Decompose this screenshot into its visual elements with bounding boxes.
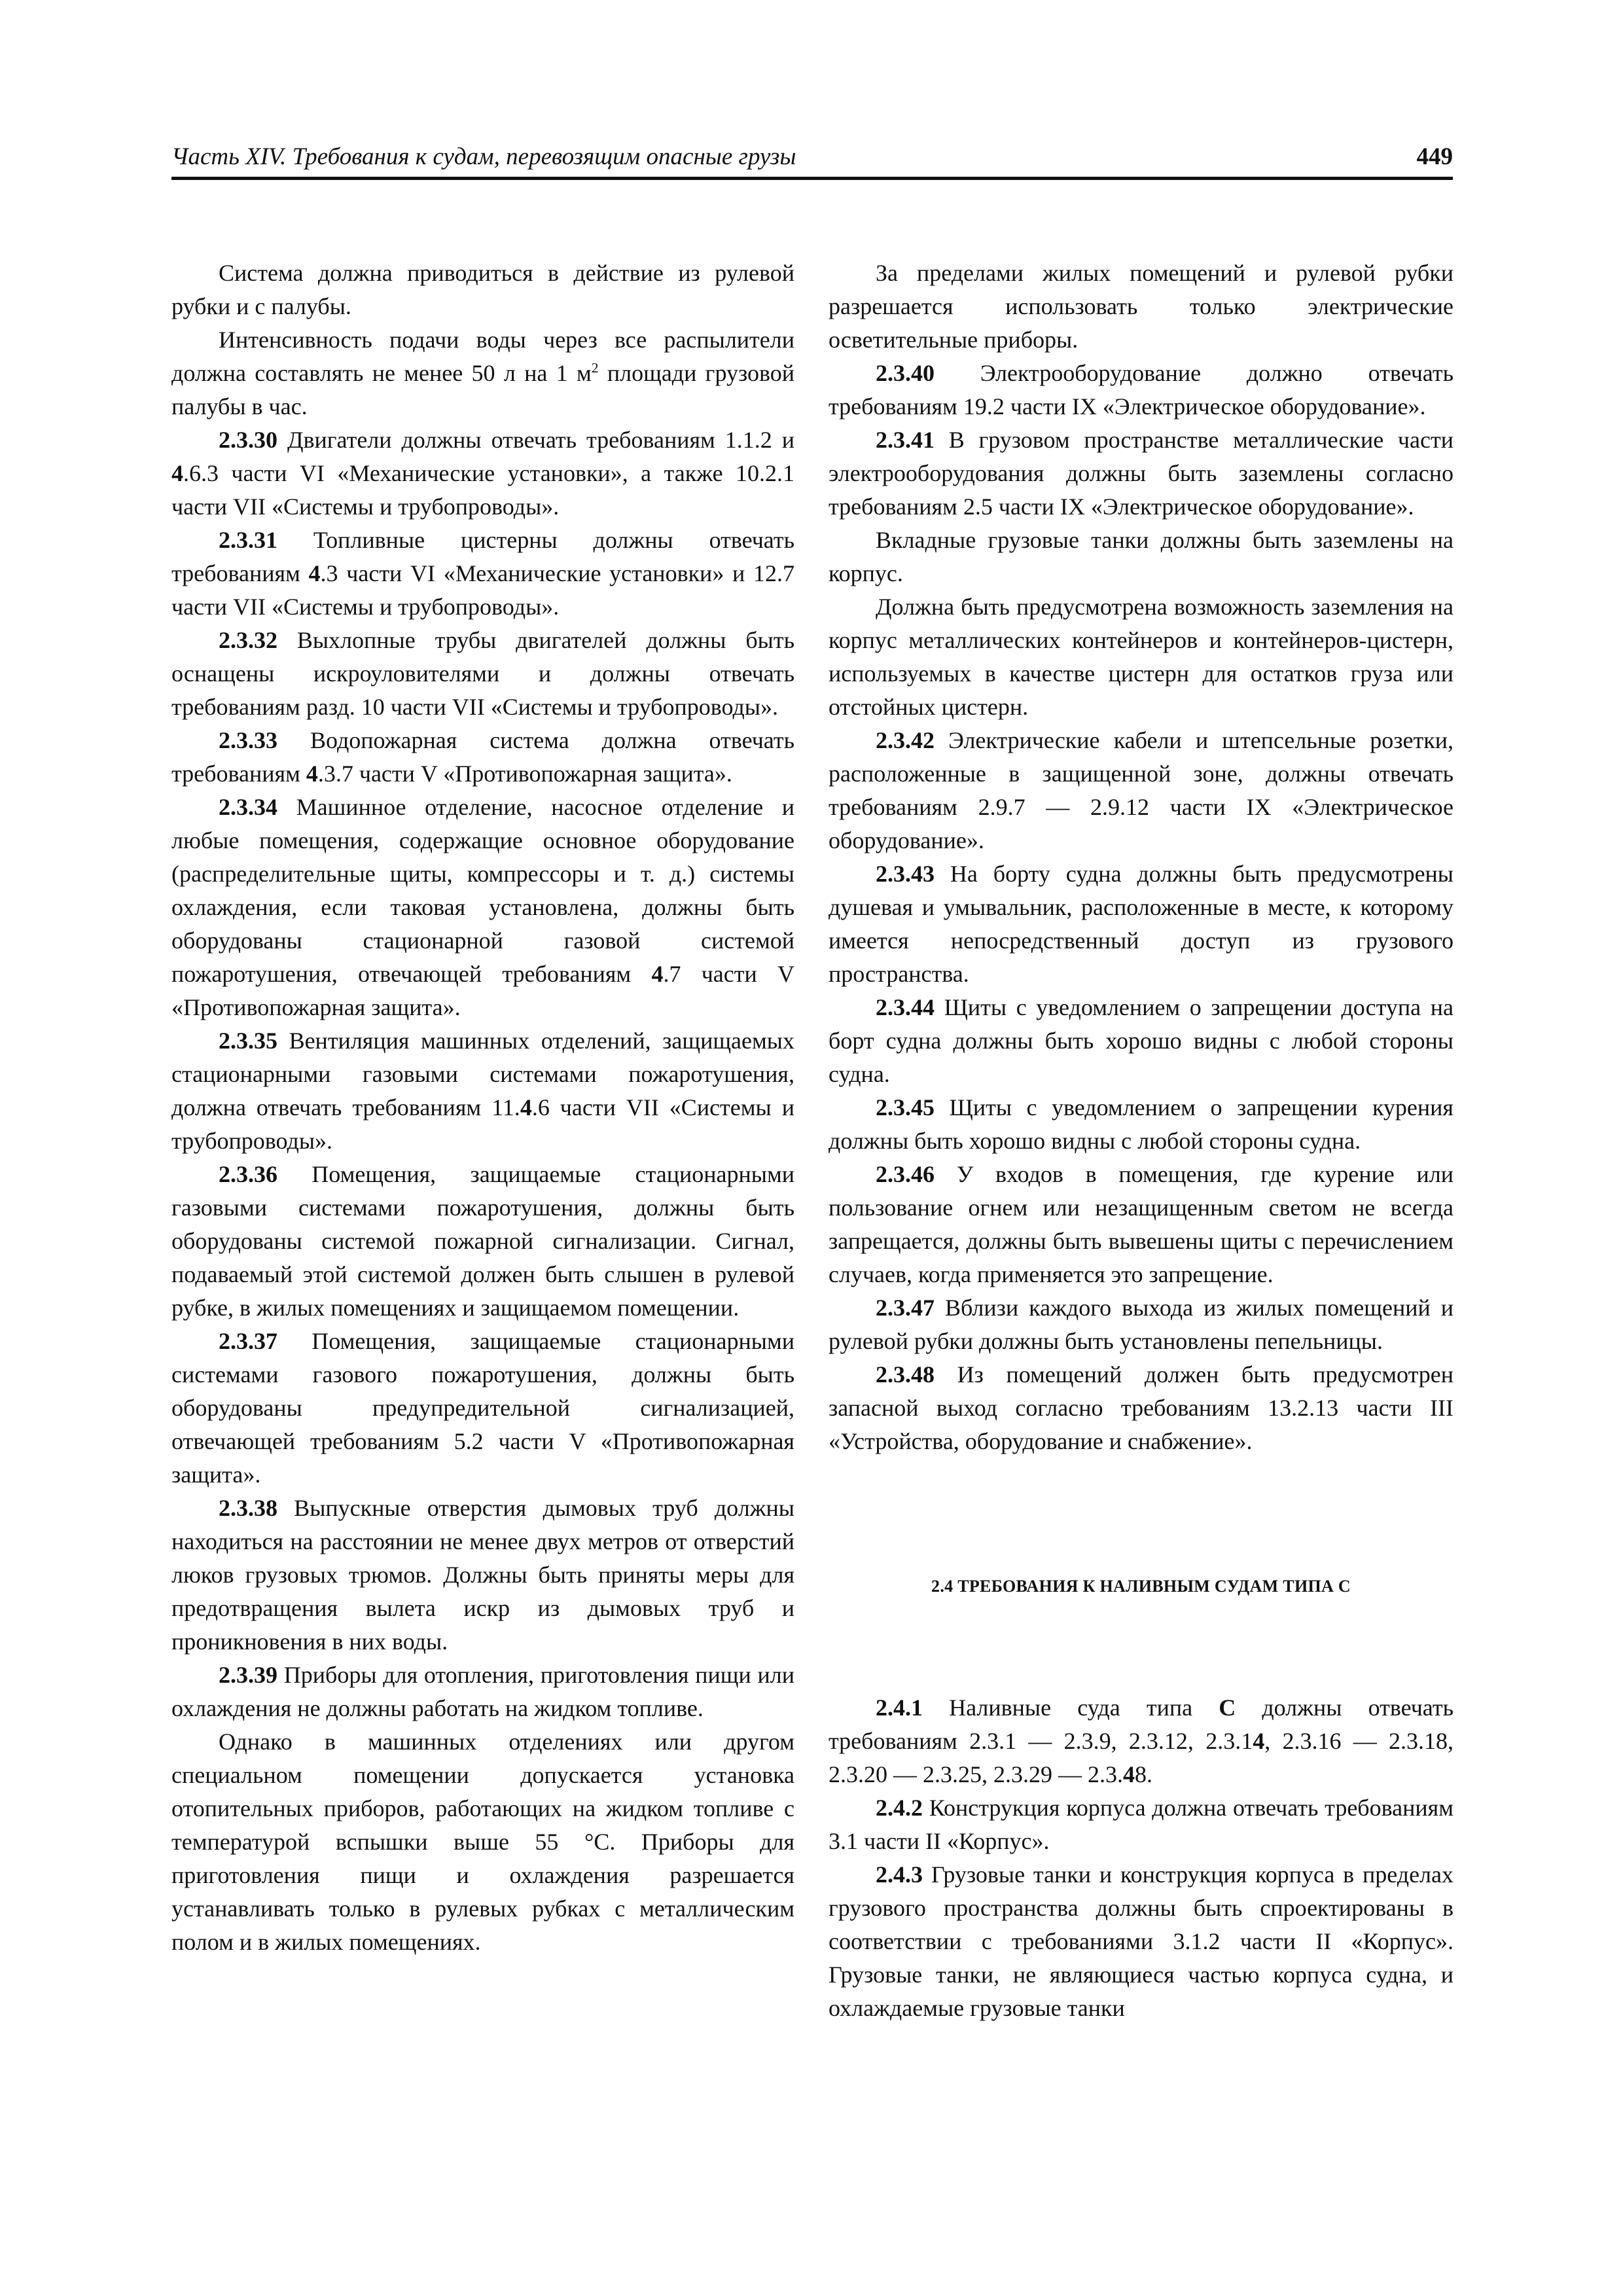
- paragraph: [829, 1158, 1454, 1291]
- clause-number: 2.3.44: [876, 994, 935, 1020]
- clause-number: 2.4.2: [876, 1795, 923, 1821]
- paragraph-text: Наливные суда типа: [923, 1695, 1219, 1721]
- bold-letter: С: [1219, 1695, 1236, 1721]
- paragraph: [829, 524, 1454, 590]
- paragraph-text: Однако в машинных отделениях или другом специальном помещении допускается установка отопительных приборов, работающих на жидком топливе с температурой вспышки выше 55 °С. Приборы для приготовления пищи и охлаждения разрешается устанавливать только в рулевых рубках с металлическим полом и в жилых помещениях.: [171, 1729, 794, 1955]
- paragraph: [171, 1659, 794, 1725]
- paragraph-text: Должна быть предусмотрена возможность заземления на корпус металлических контейнеров и контейнеров-цистерн, используемых в качестве цистерн для остатков груза или отстойных цистерн.: [829, 594, 1454, 720]
- clause-number: 2.3.37: [219, 1328, 277, 1354]
- paragraph: [171, 257, 794, 323]
- paragraph-text: В грузовом пространстве металлические части электрооборудования должны быть заземлены согласно требованиям 2.5 части IX «Электрическое оборудование».: [829, 427, 1454, 520]
- paragraph-text: 8.: [1135, 1761, 1152, 1787]
- paragraph-text: Электрические кабели и штепсельные розетки, расположенные в защищенной зоне, должны отвечать требованиям 2.9.7 — 2.9.12 части IX «Электрическое оборудование».: [829, 727, 1454, 853]
- clause-number: 2.3.41: [876, 427, 935, 453]
- paragraph: [171, 1492, 794, 1659]
- bold-digit: 4: [1253, 1728, 1265, 1754]
- running-header: [171, 143, 1453, 181]
- paragraph: [171, 323, 794, 423]
- clause-number: 2.3.32: [219, 627, 277, 653]
- paragraph: [171, 791, 794, 1024]
- clause-number: 2.3.34: [219, 794, 277, 820]
- paragraph-text: За пределами жилых помещений и рулевой рубки разрешается использовать только электрические осветительные приборы.: [829, 260, 1454, 353]
- paragraph-text: Конструкция корпуса должна отвечать требованиям 3.1 части II «Корпус».: [829, 1795, 1454, 1854]
- paragraph-text: Машинное отделение, насосное отделение и любые помещения, содержащие основное оборудование (распределительные щиты, компрессоры и т. д.) системы охлаждения, если таковая установлена, должны быть оборудованы стационарной газовой системой пожаротушения, отвечающей требованиям: [171, 794, 794, 987]
- clause-number: 2.3.33: [219, 727, 277, 753]
- paragraph: [829, 1791, 1454, 1858]
- paragraph: [829, 357, 1454, 423]
- paragraph-text: .3.7 части V «Противопожарная защита».: [317, 761, 732, 787]
- paragraph-text: Щиты с уведомлением о запрещении доступа на борт судна должны быть хорошо видны с любой стороны судна.: [829, 994, 1454, 1087]
- paragraph: [171, 1325, 794, 1492]
- clause-number: 2.3.48: [876, 1361, 935, 1388]
- paragraph-text: Интенсивность подачи воды через все распылители должна составлять не менее 50 л на 1 м: [171, 327, 794, 386]
- clause-number: 2.3.39: [219, 1662, 277, 1688]
- clause-number: 2.4.3: [876, 1861, 923, 1888]
- clause-number: 2.4.1: [876, 1695, 923, 1721]
- paragraph-text: .7 части V «Противопожарная защита».: [171, 961, 795, 1020]
- paragraph-text: .6.3 части VI «Механические установки», а также 10.2.1 части VII «Системы и трубопроводы».: [171, 460, 794, 520]
- paragraph: [829, 1091, 1454, 1158]
- clause-number: 2.3.45: [876, 1094, 935, 1121]
- paragraph: [171, 1725, 794, 1959]
- paragraph-text: Грузовые танки и конструкция корпуса в пределах грузового пространства должны быть спроектированы в соответствии с требованиями 3.1.2 части II «Корпус». Грузовые танки, не являющиеся частью корпуса судна, и охлаждаемые грузовые танки: [829, 1861, 1454, 2021]
- clause-number: 2.3.43: [876, 861, 935, 887]
- paragraph-text: .3 части VI «Механические установки» и 12.7 части VII «Системы и трубопроводы».: [171, 560, 794, 620]
- clause-number: 2.3.31: [219, 527, 277, 553]
- bold-digit: 4: [651, 961, 664, 987]
- paragraph-text: Система должна приводиться в действие из рулевой рубки и с палубы.: [171, 260, 794, 319]
- bold-digit: 4: [520, 1094, 532, 1121]
- paragraph-text: Выпускные отверстия дымовых труб должны находиться на расстоянии не менее двух метров от отверстий люков грузовых трюмов. Должны быть приняты меры для предотвращения вылета искр из дымовых труб и проникновения в них воды.: [171, 1495, 794, 1655]
- paragraph: [171, 1024, 794, 1158]
- paragraph: [829, 857, 1454, 991]
- paragraph: [829, 257, 1454, 357]
- paragraph-text: Помещения, защищаемые стационарными системами газового пожаротушения, должны быть оборудованы предупредительной сигнализацией, отвечающей требованиям 5.2 части V «Противопожарная защита».: [171, 1328, 794, 1488]
- clause-number: 2.3.35: [219, 1028, 277, 1054]
- paragraph-text: Приборы для отопления, приготовления пищи или охлаждения не должны работать на жидком топливе.: [171, 1662, 794, 1721]
- paragraph-text: .6 части VII «Системы и трубопроводы».: [171, 1094, 794, 1154]
- paragraph-text: должны отвечать требованиям 2.3.1 — 2.3.9, 2.3.12, 2.3.1: [829, 1695, 1454, 1754]
- paragraph-text: площади грузовой палубы в час.: [171, 360, 794, 420]
- paragraph-text: Помещения, защищаемые стационарными газовыми системами пожаротушения, должны быть оборудованы системой пожарной сигнализации. Сигнал, подаваемый этой системой должен быть слышен в рулевой рубке, в жилых помещениях и защищаемом помещении.: [171, 1161, 794, 1321]
- paragraph: [829, 1858, 1454, 2025]
- clause-number: 2.3.30: [219, 427, 277, 453]
- right-column: [829, 257, 1454, 2025]
- paragraph-text: Двигатели должны отвечать требованиям 1.1.2 и: [277, 427, 794, 453]
- paragraph: [829, 724, 1454, 857]
- paragraph: [171, 624, 794, 724]
- clause-number: 2.3.42: [876, 727, 935, 753]
- clause-number: 2.3.40: [876, 360, 935, 386]
- paragraph: [829, 1291, 1454, 1358]
- paragraph: [829, 1691, 1454, 1791]
- paragraph: [829, 590, 1454, 724]
- paragraph-text: Щиты с уведомлением о запрещении курения должны быть хорошо видны с любой стороны судна.: [829, 1094, 1454, 1154]
- paragraph-text: Электрооборудование должно отвечать требованиям 19.2 части IX «Электрическое оборудование».: [829, 360, 1454, 420]
- paragraph-text: Вентиляция машинных отделений, защищаемых стационарными газовыми системами пожаротушения, должна отвечать требованиям 11.: [171, 1028, 794, 1121]
- bold-digit: 4: [171, 460, 183, 486]
- paragraph: [829, 991, 1454, 1091]
- paragraph-text: У входов в помещения, где курение или пользование огнем или незащищенным светом не всегда запрещается, должны быть вывешены щиты с перечислением случаев, когда применяется это запрещение.: [829, 1161, 1454, 1287]
- clause-number: 2.3.47: [876, 1295, 935, 1321]
- paragraph-text: , 2.3.16 — 2.3.18, 2.3.20 — 2.3.25, 2.3.29 — 2.3.: [829, 1728, 1454, 1787]
- bold-digit: 4: [308, 560, 321, 586]
- section-heading: 2.4 ТРЕБОВАНИЯ К НАЛИВНЫМ СУДАМ ТИПА С: [931, 1577, 1351, 1596]
- clause-number: 2.3.36: [219, 1161, 277, 1187]
- header-title: Часть XIV. Требования к судам, перевозящим опасные грузы: [171, 143, 796, 170]
- paragraph-text: Топливные цистерны должны отвечать требованиям: [171, 527, 794, 586]
- paragraph-text: На борту судна должны быть предусмотрены душевая и умывальник, расположенные в месте, к которому имеется непосредственный доступ из грузового пространства.: [829, 861, 1454, 987]
- bold-digit: 4: [1123, 1761, 1135, 1787]
- clause-number: 2.3.38: [219, 1495, 277, 1521]
- paragraph-text: Из помещений должен быть предусмотрен запасной выход согласно требованиям 13.2.13 части III «Устройства, оборудование и снабжение».: [829, 1361, 1454, 1454]
- page-number: 449: [1416, 143, 1453, 170]
- paragraph: [171, 1158, 794, 1325]
- paragraph-text: Выхлопные трубы двигателей должны быть оснащены искроуловителями и должны отвечать требованиям разд. 10 части VII «Системы и трубопроводы».: [171, 627, 794, 720]
- paragraph: [829, 423, 1454, 524]
- bold-digit: 4: [306, 761, 318, 787]
- left-column: [171, 257, 794, 1959]
- spacer: [829, 1603, 1454, 1691]
- paragraph: [171, 524, 794, 624]
- clause-number: 2.3.46: [876, 1161, 935, 1187]
- superscript: 2: [591, 360, 599, 376]
- paragraph: [171, 724, 794, 791]
- paragraph-text: Водопожарная система должна отвечать требованиям: [171, 727, 794, 787]
- spacer: [829, 1458, 1454, 1570]
- paragraph-text: Вкладные грузовые танки должны быть заземлены на корпус.: [829, 527, 1454, 586]
- header-rule: [171, 177, 1453, 180]
- paragraph-text: Вблизи каждого выхода из жилых помещений и рулевой рубки должны быть установлены пепельницы.: [829, 1295, 1454, 1354]
- paragraph: [171, 423, 794, 524]
- paragraph: [829, 1358, 1454, 1458]
